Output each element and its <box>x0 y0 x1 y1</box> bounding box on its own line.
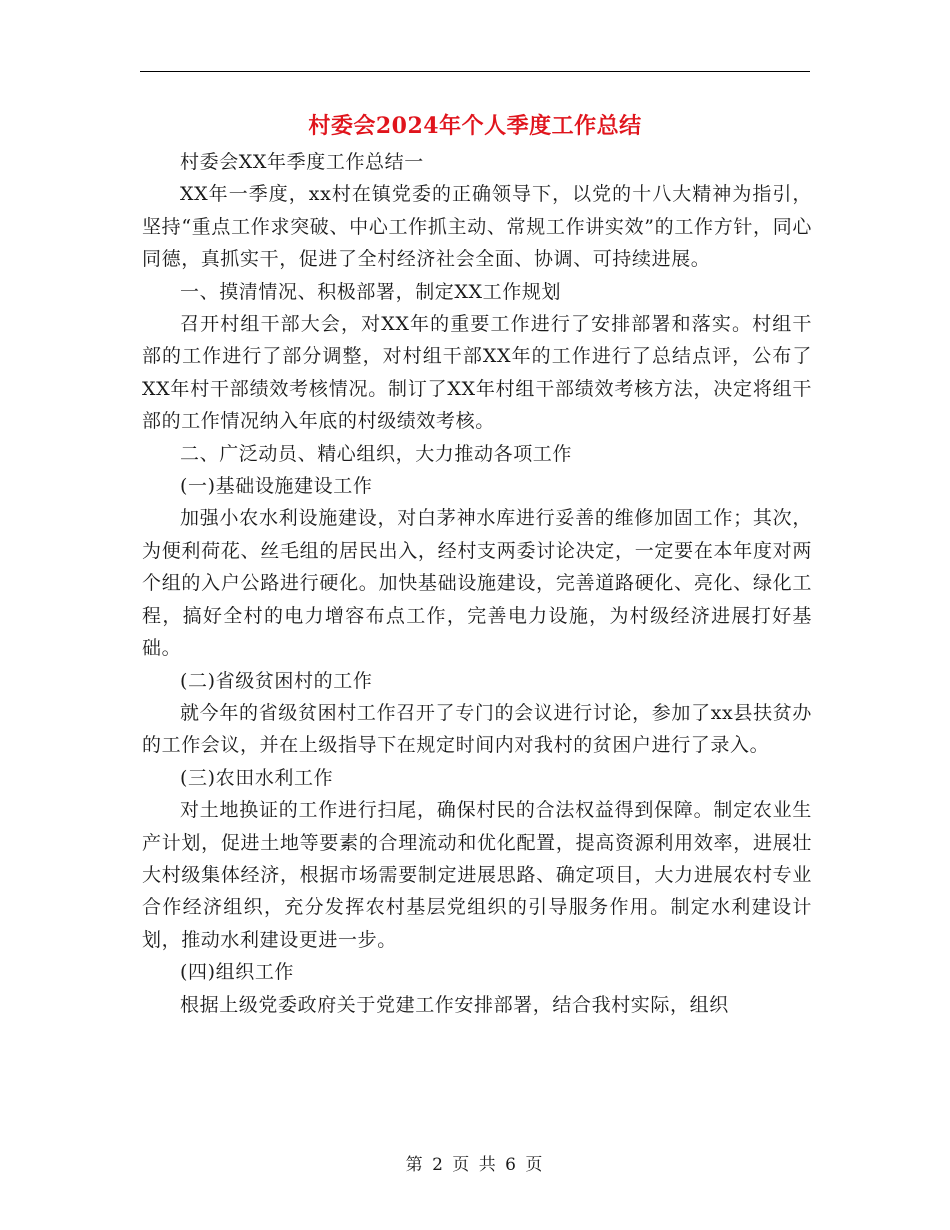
paragraph: 村委会XX年季度工作总结一 <box>180 151 424 173</box>
paragraph: 加强小农水利设施建设，对白茅神水库进行妥善的维修加固工作；其次，为便利荷花、丝毛组的居民出入，经村支两委讨论决定，一定要在本年度对两个组的入户公路进行硬化。加快基础设施建设，完善道路硬化、亮化、绿化工程，搞好全村的电力增容布点工作，完善电力设施，为村级经济进展打好基础。 <box>142 507 812 660</box>
subsection-heading: (二)省级贫困村的工作 <box>180 669 373 692</box>
subsection-heading: (一)基础设施建设工作 <box>180 475 373 498</box>
paragraph: 对土地换证的工作进行扫尾，确保村民的合法权益得到保障。制定农业生产计划，促进土地等要素的合理流动和优化配置，提高资源利用效率，进展壮大村级集体经济，根据市场需要制定进展思路、确定项目，大力进展农村专业合作经济组织，充分发挥农村基层党组织的引导服务作用。制定水利建设计划，推动水利建设更进一步。 <box>142 799 812 951</box>
paragraph: XX年一季度，xx村在镇党委的正确领导下，以党的十八大精神为指引，坚持“重点工作求突破、中心工作抓主动、常规工作讲实效”的工作方针，同心同德，真抓实干，促进了全村经济社会全面、协调、可持续进展。 <box>142 183 812 271</box>
subsection-heading: (四)组织工作 <box>180 961 295 984</box>
paragraph: 就今年的省级贫困村工作召开了专门的会议进行讨论，参加了xx县扶贫办的工作会议，并在上级指导下在规定时间内对我村的贫困户进行了录入。 <box>142 701 812 757</box>
document-body <box>142 146 812 1021</box>
section-heading: 一、摸清情况、积极部署，制定XX工作规划 <box>180 280 562 303</box>
header-rule <box>140 71 810 72</box>
subsection-heading: (三)农田水利工作 <box>180 766 334 789</box>
paragraph: 根据上级党委政府关于党建工作安排部署，结合我村实际，组织 <box>180 993 729 1016</box>
section-heading: 二、广泛动员、精心组织，大力推动各项工作 <box>180 442 573 465</box>
page-number-footer: 第 2 页 共 6 页 <box>405 1155 545 1175</box>
paragraph: 召开村组干部大会，对XX年的重要工作进行了安排部署和落实。村组干部的工作进行了部分调整，对村组干部XX年的工作进行了总结点评，公布了XX年村干部绩效考核情况。制订了XX年村组干部绩效考核方法，决定将组干部的工作情况纳入年底的村级绩效考核。 <box>142 313 812 433</box>
document-title: 村委会2024年个人季度工作总结 <box>308 113 642 139</box>
